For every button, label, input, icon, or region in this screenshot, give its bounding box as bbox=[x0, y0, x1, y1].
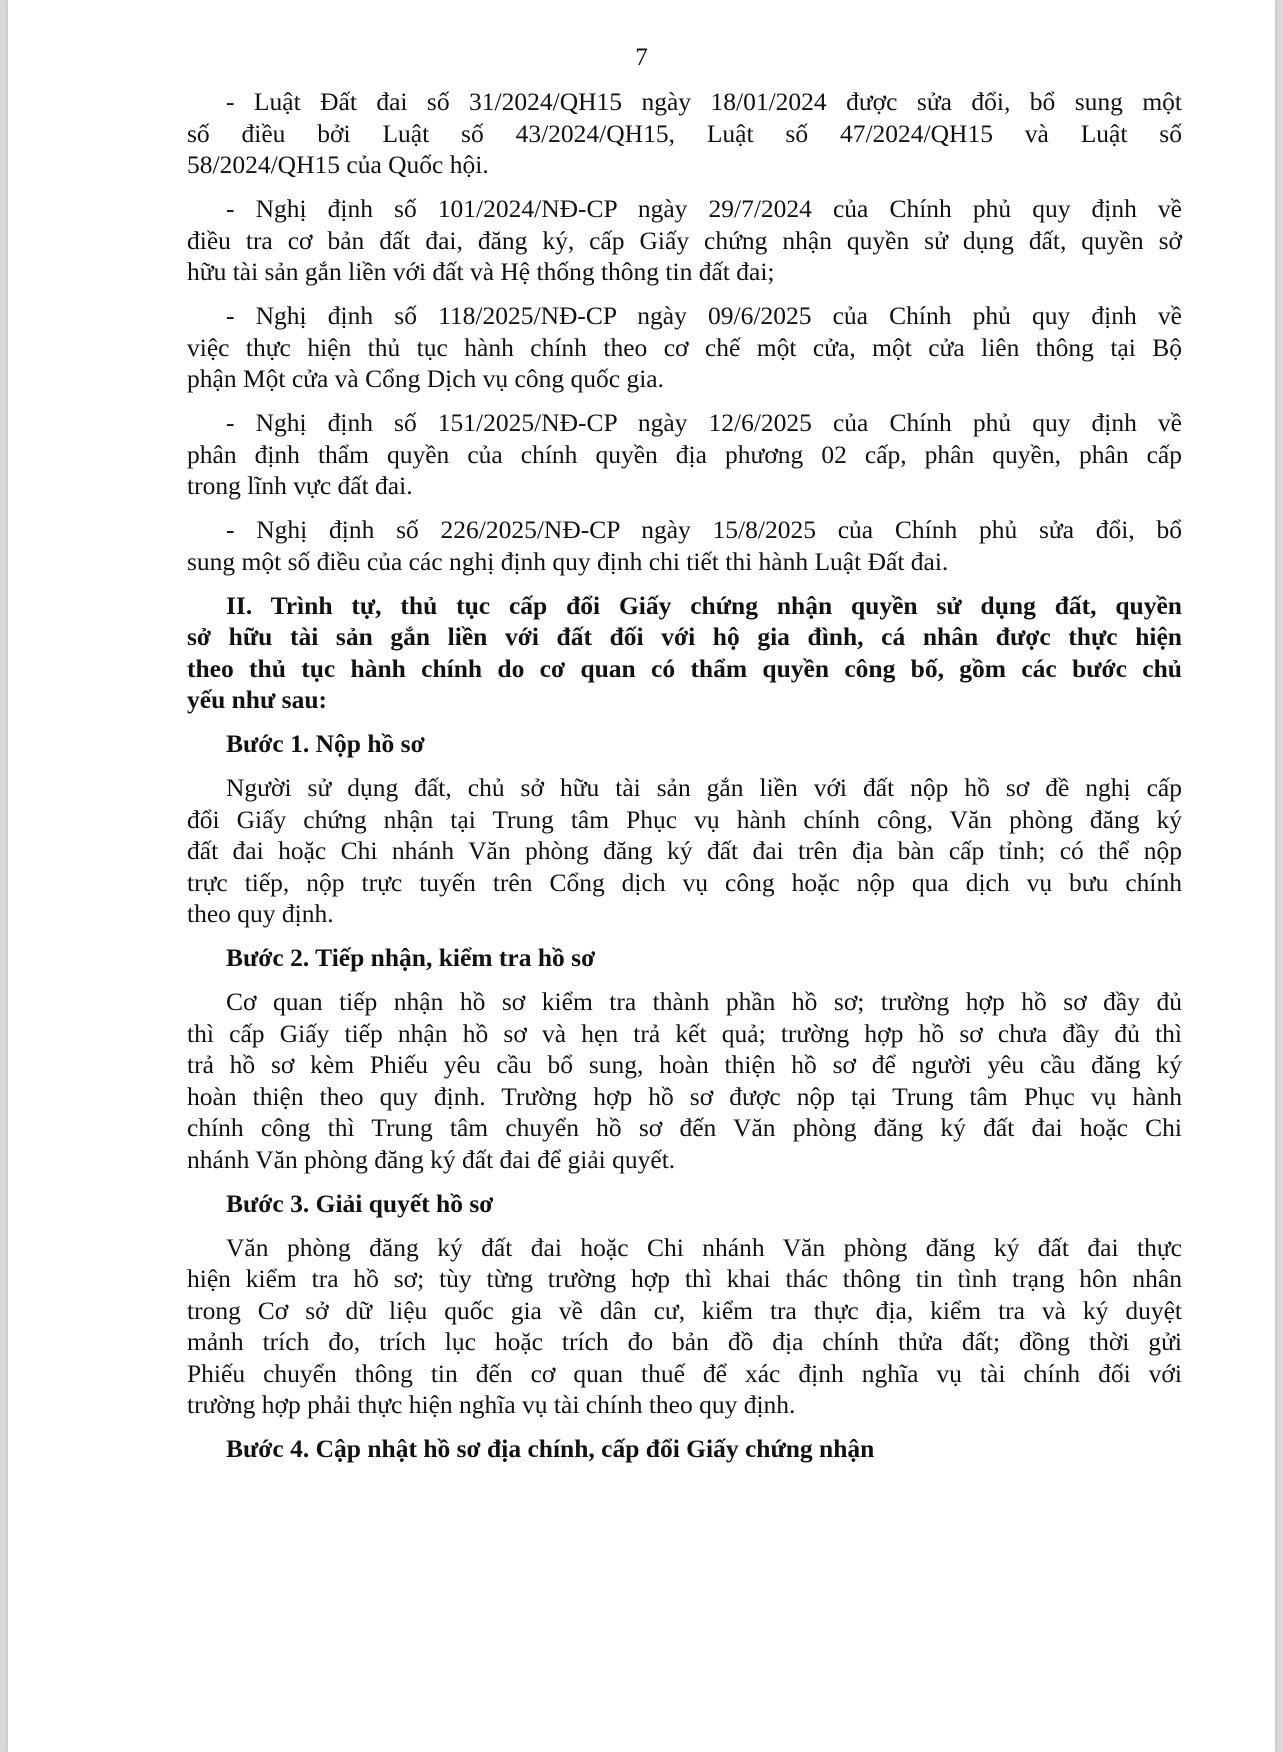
text-line: nhánh Văn phòng đăng ký đất đai để giải quyết. bbox=[187, 1144, 676, 1174]
heading-line: yếu như sau: bbox=[187, 685, 328, 714]
text-line: theo quy định. bbox=[187, 899, 334, 928]
text-line: đổi Giấy chứng nhận tại Trung tâm Phục vụ hành chính công, Văn phòng đăng ký bbox=[187, 804, 1182, 834]
legal-basis-luat-dat-dai bbox=[187, 86, 1182, 181]
heading-line: II. Trình tự, thủ tục cấp đổi Giấy chứng nhận quyền sử dụng đất, quyền bbox=[226, 590, 1182, 620]
text-line: đất đai hoặc Chi nhánh Văn phòng đăng ký đất đai trên địa bàn cấp tỉnh; có thể nộp bbox=[187, 836, 1182, 865]
text-line: thì cấp Giấy tiếp nhận hồ sơ và hẹn trả kết quả; trường hợp hồ sơ chưa đầy đủ thì bbox=[187, 1018, 1182, 1048]
text-line: trường hợp phải thực hiện nghĩa vụ tài chính theo quy định. bbox=[187, 1390, 796, 1419]
text-line: hiện kiểm tra hồ sơ; tùy từng trường hợp thì khai thác thông tin tình trạng hôn nhân bbox=[187, 1264, 1182, 1293]
text-line: - Nghị định số 118/2025/NĐ-CP ngày 09/6/2025 của Chính phủ quy định về bbox=[226, 301, 1182, 330]
step-1 bbox=[187, 728, 1182, 760]
text-line: - Luật Đất đai số 31/2024/QH15 ngày 18/01/2024 được sửa đổi, bổ sung một bbox=[226, 87, 1182, 116]
step-3-body bbox=[187, 1232, 1182, 1421]
text-line: trong lĩnh vực đất đai. bbox=[187, 471, 413, 500]
text-line: điều tra cơ bản đất đai, đăng ký, cấp Giấy chứng nhận quyền sử dụng đất, quyền sở bbox=[187, 225, 1182, 255]
text-line: số điều bởi Luật số 43/2024/QH15, Luật số 47/2024/QH15 và Luật số bbox=[187, 118, 1182, 148]
document-body bbox=[187, 86, 1182, 1477]
text-line: - Nghị định số 151/2025/NĐ-CP ngày 12/6/2025 của Chính phủ quy định về bbox=[226, 408, 1182, 437]
text-line: Cơ quan tiếp nhận hồ sơ kiểm tra thành phần hồ sơ; trường hợp hồ sơ đầy đủ bbox=[226, 987, 1182, 1016]
step-title: Bước 1. Nộp hồ sơ bbox=[226, 729, 425, 758]
step-title: Bước 2. Tiếp nhận, kiểm tra hồ sơ bbox=[226, 943, 596, 972]
legal-basis-nd-151 bbox=[187, 407, 1182, 502]
text-line: việc thực hiện thủ tục hành chính theo cơ chế một cửa, một cửa liên thông tại Bộ bbox=[187, 332, 1182, 362]
text-line: phận Một cửa và Cổng Dịch vụ công quốc gia. bbox=[187, 364, 664, 393]
step-2-body bbox=[187, 986, 1182, 1175]
text-line: Văn phòng đăng ký đất đai hoặc Chi nhánh Văn phòng đăng ký đất đai thực bbox=[226, 1232, 1182, 1262]
text-line: sung một số điều của các nghị định quy định chi tiết thi hành Luật Đất đai. bbox=[187, 546, 949, 576]
legal-basis-nd-226 bbox=[187, 514, 1182, 577]
text-line: phân định thẩm quyền của chính quyền địa phương 02 cấp, phân quyền, phân cấp bbox=[187, 439, 1182, 469]
text-line: hoàn thiện theo quy định. Trường hợp hồ sơ được nộp tại Trung tâm Phục vụ hành bbox=[187, 1081, 1182, 1111]
step-2 bbox=[187, 942, 1182, 974]
step-1-body bbox=[187, 772, 1182, 930]
document-page bbox=[8, 0, 1275, 1752]
text-line: Người sử dụng đất, chủ sở hữu tài sản gắn liền với đất nộp hồ sơ đề nghị cấp bbox=[226, 773, 1182, 802]
legal-basis-nd-101 bbox=[187, 193, 1182, 288]
step-3 bbox=[187, 1188, 1182, 1220]
text-line: mảnh trích đo, trích lục hoặc trích đo bản đồ địa chính thửa đất; đồng thời gửi bbox=[187, 1327, 1182, 1356]
section-heading-ii bbox=[187, 590, 1182, 716]
text-line: - Nghị định số 226/2025/NĐ-CP ngày 15/8/2025 của Chính phủ sửa đổi, bổ bbox=[226, 515, 1182, 544]
text-line: hữu tài sản gắn liền với đất và Hệ thống thông tin đất đai; bbox=[187, 257, 775, 286]
step-title: Bước 4. Cập nhật hồ sơ địa chính, cấp đổi Giấy chứng nhận bbox=[226, 1434, 875, 1463]
text-line: - Nghị định số 101/2024/NĐ-CP ngày 29/7/2024 của Chính phủ quy định về bbox=[226, 194, 1182, 223]
text-line: Phiếu chuyển thông tin đến cơ quan thuế để xác định nghĩa vụ tài chính đối với bbox=[187, 1358, 1182, 1388]
text-line: trực tiếp, nộp trực tuyến trên Cổng dịch vụ công hoặc nộp qua dịch vụ bưu chính bbox=[187, 867, 1182, 897]
heading-line: theo thủ tục hành chính do cơ quan có thẩm quyền công bố, gồm các bước chủ bbox=[187, 653, 1182, 683]
heading-line: sở hữu tài sản gắn liền với đất đối với hộ gia đình, cá nhân được thực hiện bbox=[187, 622, 1182, 651]
text-line: trả hồ sơ kèm Phiếu yêu cầu bổ sung, hoàn thiện hồ sơ để người yêu cầu đăng ký bbox=[187, 1050, 1182, 1079]
page-number: 7 bbox=[635, 44, 648, 71]
text-line: 58/2024/QH15 của Quốc hội. bbox=[187, 150, 489, 179]
text-line: chính công thì Trung tâm chuyển hồ sơ đến Văn phòng đăng ký đất đai hoặc Chi bbox=[187, 1113, 1182, 1142]
text-line: trong Cơ sở dữ liệu quốc gia về dân cư, kiểm tra thực địa, kiểm tra và ký duyệt bbox=[187, 1295, 1182, 1325]
step-title: Bước 3. Giải quyết hồ sơ bbox=[226, 1188, 494, 1218]
legal-basis-nd-118 bbox=[187, 300, 1182, 395]
step-4 bbox=[187, 1433, 1182, 1465]
